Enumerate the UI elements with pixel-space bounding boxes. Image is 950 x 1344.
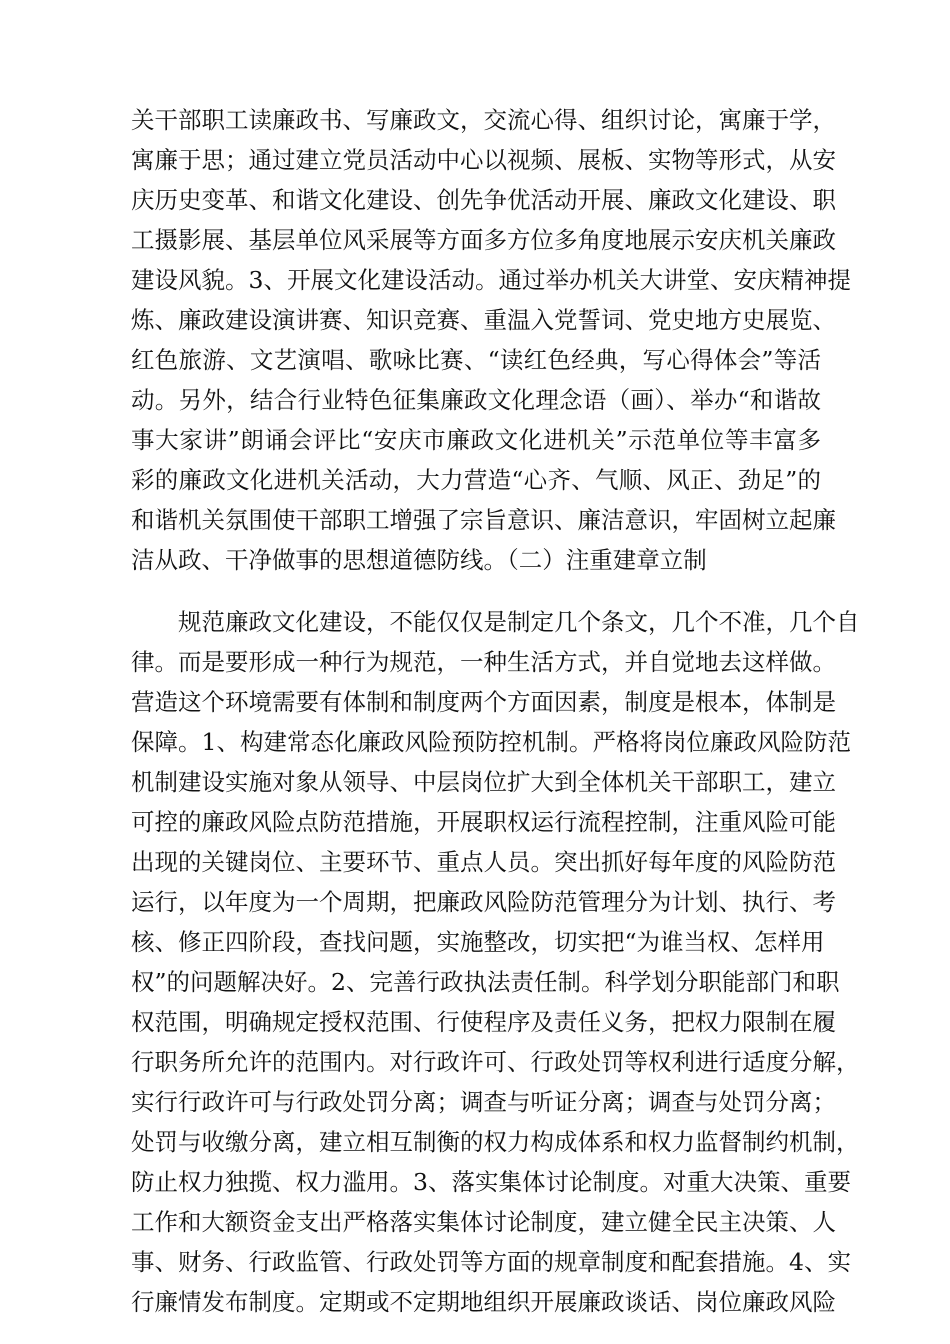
text-line: 和谐机关氛围使干部职工增强了宗旨意识、廉洁意识，牢固树立起廉 <box>131 506 836 534</box>
text-line: 权范围，明确规定授权范围、行使程序及责任义务，把权力限制在履 <box>131 1008 836 1036</box>
text-line: 寓廉于思；通过建立党员活动中心以视频、展板、实物等形式，从安 <box>131 146 836 174</box>
text-line: 事、财务、行政监管、行政处罚等方面的规章制度和配套措施。4、实 <box>131 1248 851 1276</box>
text-line: 红色旅游、文艺演唱、歌咏比赛、“读红色经典，写心得体会”等活 <box>131 346 821 374</box>
text-line: 核、修正四阶段，查找问题，实施整改，切实把“为谁当权、怎样用 <box>131 928 825 956</box>
text-line: 工作和大额资金支出严格落实集体讨论制度，建立健全民主决策、人 <box>131 1208 836 1236</box>
text-line: 行廉情发布制度。定期或不定期地组织开展廉政谈话、岗位廉政风险 <box>131 1288 836 1316</box>
text-line: 事大家讲”朗诵会评比“安庆市廉政文化进机关”示范单位等丰富多 <box>131 426 821 454</box>
text-line: 动。另外，结合行业特色征集廉政文化理念语（画）、举办“和谐故 <box>131 386 821 414</box>
text-line: 洁从政、干净做事的思想道德防线。（二）注重建章立制 <box>131 546 707 574</box>
text-line: 防止权力独揽、权力滥用。3、落实集体讨论制度。对重大决策、重要 <box>131 1168 851 1196</box>
text-line: 炼、廉政建设演讲赛、知识竞赛、重温入党誓词、党史地方史展览、 <box>131 306 836 334</box>
text-line: 庆历史变革、和谐文化建设、创先争优活动开展、廉政文化建设、职 <box>131 186 836 214</box>
text-line: 关干部职工读廉政书、写廉政文，交流心得、组织讨论，寓廉于学， <box>131 106 836 134</box>
text-line: 建设风貌。3、开展文化建设活动。通过举办机关大讲堂、安庆精神提 <box>131 266 851 294</box>
text-line: 行职务所允许的范围内。对行政许可、行政处罚等权利进行适度分解， <box>131 1048 860 1076</box>
text-line: 机制建设实施对象从领导、中层岗位扩大到全体机关干部职工，建立 <box>131 768 836 796</box>
text-line: 律。而是要形成一种行为规范，一种生活方式，并自觉地去这样做。 <box>131 648 836 676</box>
text-line: 营造这个环境需要有体制和制度两个方面因素，制度是根本，体制是 <box>131 688 836 716</box>
text-line: 实行行政许可与行政处罚分离；调查与听证分离；调查与处罚分离； <box>131 1088 836 1116</box>
text-line: 出现的关键岗位、主要环节、重点人员。突出抓好每年度的风险防范 <box>131 848 836 876</box>
paragraph-first-line: 规范廉政文化建设，不能仅仅是制定几个条文，几个不准，几个自 <box>178 608 860 636</box>
text-line: 保障。1、构建常态化廉政风险预防控机制。严格将岗位廉政风险防范 <box>131 728 851 756</box>
text-line: 工摄影展、基层单位风采展等方面多方位多角度地展示安庆机关廉政 <box>131 226 836 254</box>
text-line: 处罚与收缴分离，建立相互制衡的权力构成体系和权力监督制约机制， <box>131 1128 860 1156</box>
text-line: 权”的问题解决好。2、完善行政执法责任制。科学划分职能部门和职 <box>131 968 840 996</box>
text-line: 可控的廉政风险点防范措施，开展职权运行流程控制，注重风险可能 <box>131 808 836 836</box>
text-line: 彩的廉政文化进机关活动，大力营造“心齐、气顺、风正、劲足”的 <box>131 466 821 494</box>
text-line: 运行，以年度为一个周期，把廉政风险防范管理分为计划、执行、考 <box>131 888 836 916</box>
